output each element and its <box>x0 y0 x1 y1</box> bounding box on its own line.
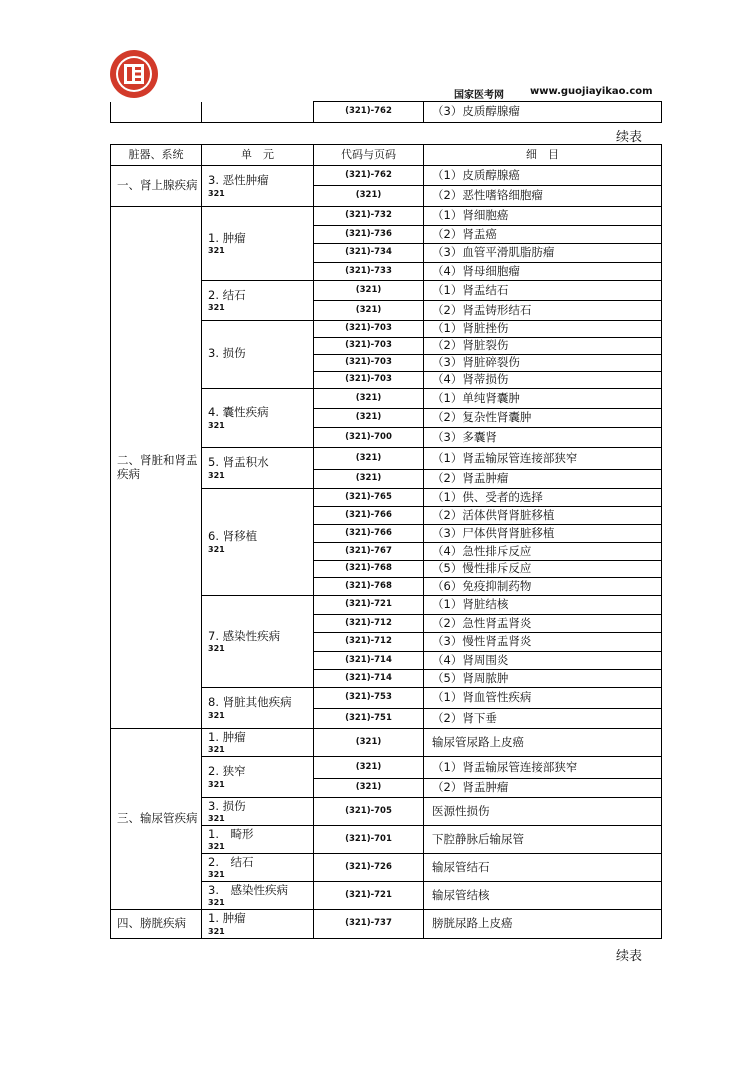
unit-cell <box>202 826 314 854</box>
code-cell: (321)-736 <box>314 226 424 244</box>
code-cell: (321)-733 <box>314 263 424 281</box>
code-cell: (321)-767 <box>314 543 424 561</box>
unit-cell <box>202 281 314 321</box>
unit-page: 321 <box>208 470 225 480</box>
code-cell: (321)-721 <box>314 596 424 615</box>
detail-cell: 医源性损伤 <box>424 798 662 826</box>
detail-cell: （2）复杂性肾囊肿 <box>424 409 662 428</box>
unit-cell <box>202 207 314 281</box>
organ-cell: 三、输尿管疾病 <box>111 729 202 910</box>
detail-cell: （2）肾盂癌 <box>424 226 662 244</box>
detail-cell: （2）肾盂铸形结石 <box>424 301 662 321</box>
detail-cell: （3）血管平滑肌脂肪瘤 <box>424 244 662 263</box>
site-url[interactable]: www.guojiayikao.com <box>530 86 653 97</box>
header-organ: 脏器、系统 <box>111 145 202 166</box>
detail-cell: （2）活体供肾肾脏移植 <box>424 507 662 525</box>
unit-label: 8. 肾脏其他疾病 <box>208 695 292 710</box>
code-cell: (321)-737 <box>314 910 424 939</box>
code-cell: (321) <box>314 448 424 470</box>
table-row <box>111 166 662 186</box>
fragment-code: (321)-762 <box>314 102 424 123</box>
code-cell: (321)-768 <box>314 578 424 596</box>
unit-cell <box>202 489 314 596</box>
unit-label: 4. 囊性疾病 <box>208 405 269 420</box>
unit-label: 1. 肿瘤 <box>208 729 246 744</box>
code-cell: (321) <box>314 757 424 779</box>
detail-cell: （5）慢性排斥反应 <box>424 561 662 578</box>
unit-page: 321 <box>208 926 225 936</box>
unit-label: 1. 肿瘤 <box>208 230 246 245</box>
code-cell: (321)-726 <box>314 854 424 882</box>
code-cell: (321)-714 <box>314 652 424 670</box>
code-cell: (321)-751 <box>314 709 424 729</box>
fragment-organ-cell <box>111 102 202 123</box>
unit-label: 5. 肾盂积水 <box>208 455 269 470</box>
detail-cell: （1）供、受者的选择 <box>424 489 662 507</box>
exam-outline-table <box>110 144 662 939</box>
unit-cell <box>202 729 314 757</box>
unit-page: 321 <box>208 544 225 554</box>
code-cell: (321)-732 <box>314 207 424 226</box>
unit-label: 1. 畸形 <box>208 826 254 841</box>
unit-page: 321 <box>208 779 225 789</box>
unit-page: 321 <box>208 870 225 880</box>
detail-cell: 输尿管结石 <box>424 854 662 882</box>
detail-cell: （4）急性排斥反应 <box>424 543 662 561</box>
code-cell: (321)-753 <box>314 688 424 709</box>
code-cell: (321) <box>314 301 424 321</box>
code-cell: (321)-703 <box>314 321 424 338</box>
unit-cell <box>202 389 314 448</box>
code-cell: (321)-701 <box>314 826 424 854</box>
detail-cell: （1）肾盂输尿管连接部狭窄 <box>424 448 662 470</box>
unit-cell <box>202 882 314 910</box>
unit-cell <box>202 596 314 688</box>
code-cell: (321)-734 <box>314 244 424 263</box>
top-fragment-table <box>110 101 662 123</box>
code-cell: (321) <box>314 470 424 489</box>
unit-page: 321 <box>208 814 225 824</box>
detail-cell: （1）肾盂结石 <box>424 281 662 301</box>
detail-cell: （1）皮质醇腺癌 <box>424 166 662 186</box>
code-cell: (321)-700 <box>314 428 424 448</box>
detail-cell: （4）肾周围炎 <box>424 652 662 670</box>
detail-cell: （2）急性肾盂肾炎 <box>424 615 662 633</box>
detail-cell: （3）尸体供肾肾脏移植 <box>424 525 662 543</box>
detail-cell: （5）肾周脓肿 <box>424 670 662 688</box>
code-cell: (321)-705 <box>314 798 424 826</box>
code-cell: (321)-766 <box>314 525 424 543</box>
code-cell: (321) <box>314 729 424 757</box>
detail-cell: （1）肾细胞癌 <box>424 207 662 226</box>
site-logo <box>109 49 159 99</box>
code-cell: (321) <box>314 186 424 207</box>
code-cell: (321)-703 <box>314 372 424 389</box>
detail-cell: 膀胱尿路上皮癌 <box>424 910 662 939</box>
unit-label: 2. 狭窄 <box>208 764 246 779</box>
unit-cell <box>202 798 314 826</box>
unit-cell <box>202 688 314 729</box>
code-cell: (321) <box>314 779 424 798</box>
code-cell: (321)-714 <box>314 670 424 688</box>
detail-cell: （4）肾蒂损伤 <box>424 372 662 389</box>
unit-label: 2. 结石 <box>208 287 246 302</box>
code-cell: (321)-712 <box>314 633 424 652</box>
unit-page: 321 <box>208 710 225 720</box>
header-code: 代码与页码 <box>314 145 424 166</box>
unit-page: 321 <box>208 420 225 430</box>
detail-cell: （1）肾脏结核 <box>424 596 662 615</box>
unit-page: 321 <box>208 303 225 313</box>
unit-page: 321 <box>208 898 225 908</box>
unit-label: 1. 肿瘤 <box>208 911 246 926</box>
organ-cell: 二、肾脏和肾盂疾病 <box>111 207 202 729</box>
site-name: 国家医考网 <box>454 90 504 101</box>
unit-label: 7. 感染性疾病 <box>208 628 281 643</box>
unit-cell <box>202 910 314 939</box>
unit-cell <box>202 448 314 489</box>
detail-cell: 输尿管结核 <box>424 882 662 910</box>
table-header-row <box>111 145 662 166</box>
unit-label: 3. 感染性疾病 <box>208 882 288 897</box>
detail-cell: （1）肾脏挫伤 <box>424 321 662 338</box>
unit-label: 3. 恶性肿瘤 <box>208 173 269 188</box>
unit-page: 321 <box>208 745 225 755</box>
detail-cell: （2）肾盂肿瘤 <box>424 779 662 798</box>
detail-cell: （3）多囊肾 <box>424 428 662 448</box>
unit-page: 321 <box>208 842 225 852</box>
continued-label-top: 续表 <box>616 130 643 145</box>
detail-cell: （4）肾母细胞瘤 <box>424 263 662 281</box>
unit-cell <box>202 854 314 882</box>
detail-cell: （1）单纯肾囊肿 <box>424 389 662 409</box>
detail-cell: （3）慢性肾盂肾炎 <box>424 633 662 652</box>
code-cell: (321)-768 <box>314 561 424 578</box>
code-cell: (321)-766 <box>314 507 424 525</box>
code-cell: (321)-712 <box>314 615 424 633</box>
code-cell: (321) <box>314 281 424 301</box>
table-row <box>111 910 662 939</box>
unit-cell <box>202 166 314 207</box>
detail-cell: （2）肾脏裂伤 <box>424 338 662 355</box>
fragment-unit-cell <box>202 102 314 123</box>
code-cell: (321)-703 <box>314 355 424 372</box>
fragment-detail: （3）皮质醇腺瘤 <box>424 102 662 123</box>
code-cell: (321)-765 <box>314 489 424 507</box>
code-cell: (321)-703 <box>314 338 424 355</box>
code-cell: (321) <box>314 409 424 428</box>
table-row <box>111 207 662 226</box>
detail-cell: （2）肾盂肿瘤 <box>424 470 662 489</box>
detail-cell: （1）肾血管性疾病 <box>424 688 662 709</box>
header-detail: 细 目 <box>424 145 662 166</box>
code-cell: (321)-762 <box>314 166 424 186</box>
detail-cell: （6）免疫抑制药物 <box>424 578 662 596</box>
unit-label: 2. 结石 <box>208 854 254 869</box>
unit-page: 321 <box>208 246 225 256</box>
unit-label: 3. 损伤 <box>208 798 246 813</box>
header-unit: 单 元 <box>202 145 314 166</box>
detail-cell: （2）肾下垂 <box>424 709 662 729</box>
unit-label: 6. 肾移植 <box>208 529 258 544</box>
code-cell: (321) <box>314 389 424 409</box>
organ-cell: 一、肾上腺疾病 <box>111 166 202 207</box>
unit-page: 321 <box>208 644 225 654</box>
continued-label-bottom: 续表 <box>616 949 643 964</box>
detail-cell: 下腔静脉后输尿管 <box>424 826 662 854</box>
unit-label: 3. 损伤 <box>208 346 246 361</box>
detail-cell: 输尿管尿路上皮癌 <box>424 729 662 757</box>
code-cell: (321)-721 <box>314 882 424 910</box>
detail-cell: （2）恶性嗜铬细胞瘤 <box>424 186 662 207</box>
detail-cell: （3）肾脏碎裂伤 <box>424 355 662 372</box>
unit-cell <box>202 321 314 389</box>
table-row <box>111 729 662 757</box>
unit-page: 321 <box>208 188 225 198</box>
organ-cell: 四、膀胱疾病 <box>111 910 202 939</box>
detail-cell: （1）肾盂输尿管连接部狭窄 <box>424 757 662 779</box>
unit-cell <box>202 757 314 798</box>
